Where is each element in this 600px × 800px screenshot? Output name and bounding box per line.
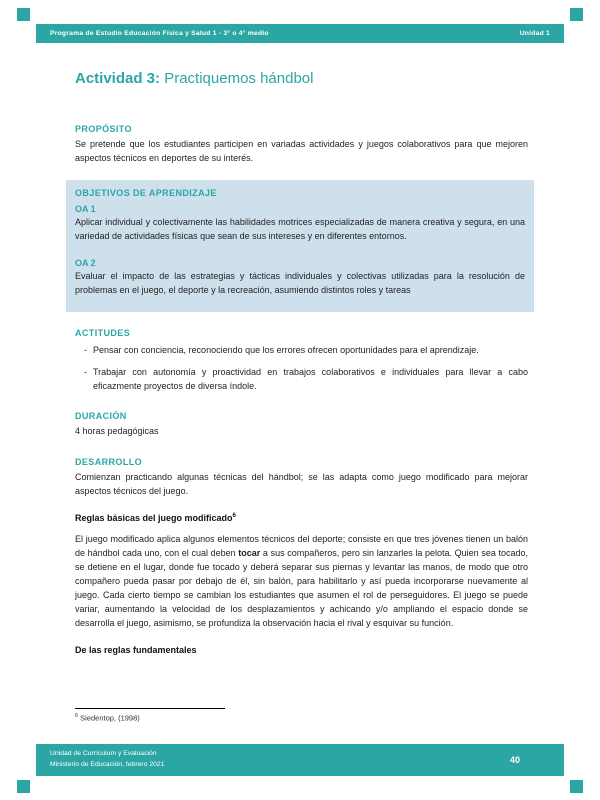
actitudes-item [75,344,528,358]
actitudes-heading: ACTITUDES [75,327,131,338]
oa1-text: Aplicar individual y colectivamente las habilidades motrices especializadas de manera creativa y segura, en una variedad de actividades físicas que sean de sus intereses y en diferentes entornos. [75,216,525,241]
oa-item-2 [75,258,525,298]
header-unit-label: Unidad 1 [519,30,550,37]
rules-subheading-text: Reglas básicas del juego modificado [75,513,233,524]
duracion-heading: DURACIÓN [75,411,127,422]
footer-bar [36,744,564,776]
rules-paragraph-part2: a sus compañeros, pero sin lanzarles la pelota. Quien sea tocado, se detiene en el lugar, donde fue tocado y deberá separar sus piernas y levantar las manos, de modo que otro compañero pueda pasar por debajo de él, sin balón, para habilitarlo y así pueda incorporarse nuevamente al juego. Cada cierto tiempo se cambian los estudiantes que asumen el rol de perseguidores. El juego se puede variar, aumentando la velocidad de los desplazamientos y achicando y/o ampliando el espacio donde se desarrolla el juego, asimismo, se profundiza la observación hacia el rival y esquivar su función. [75,548,528,628]
dash-bullet: - [84,344,87,355]
header-bar [36,24,564,43]
dash-bullet: - [84,366,87,377]
rules-paragraph-part1: El juego modificado aplica algunos elementos técnicos del deporte; consiste en que tres jóvenes tienen un balón de hándbol cada uno, con el cual deben [75,534,528,559]
footnote-text [75,713,528,723]
oa1-label: OA 1 [75,203,96,214]
footer-line2: Ministerio de Educación, febrero 2021 [50,761,165,768]
footnote-divider [75,708,225,709]
page-number: 40 [509,755,520,765]
footer-credits [50,749,164,771]
proposito-body: Se pretende que los estudiantes participen en variadas actividades y juegos colaborativos para que mejoren aspectos técnicos en deportes de su interés. [75,139,528,163]
oa2-label: OA 2 [75,257,96,268]
header-program-title: Programa de Estudio Educación Física y Salud 1 - 3° o 4° medio [50,30,269,37]
fundamental-rules-subheading: De las reglas fundamentales [75,644,197,655]
footnote-marker: 6 [75,713,79,719]
section-actitudes [75,328,528,394]
section-proposito [75,124,528,166]
desarrollo-heading: DESARROLLO [75,457,142,468]
objetivos-aprendizaje-box [66,180,534,312]
activity-title-number: Actividad 3: [75,70,161,87]
bottom-right-corner-square-icon [570,780,583,793]
proposito-heading: PROPÓSITO [75,124,132,134]
activity-title-name: Practiquemos hándbol [160,70,314,87]
actitudes-item [75,366,528,394]
activity-title [75,70,528,88]
footnote-reference: 6 [232,513,236,520]
section-duracion [75,411,528,439]
footer-line1: Unidad de Currículum y Evaluación [50,750,157,758]
footnote-citation: Siedentop, (1998) [78,713,140,723]
top-right-corner-square-icon [570,8,583,21]
rules-paragraph-bold-word: tocar [238,548,261,559]
top-left-corner-square-icon [17,8,30,21]
section-desarrollo [75,457,528,654]
objetivos-heading: OBJETIVOS DE APRENDIZAJE [75,187,217,198]
oa-item-1 [75,204,525,244]
oa2-text: Evaluar el impacto de las estrategias y tácticas individuales y colectivas utilizadas para la resolución de problemas en el juego, el deporte y la recreación, asumiendo distintos roles y tareas [75,270,525,295]
desarrollo-body: Comienzan practicando algunas técnicas del hándbol; se las adapta como juego modificado para mejorar aspectos técnicos del juego. [75,472,528,497]
content-column [75,70,528,665]
rules-paragraph [75,533,528,631]
duracion-body: 4 horas pedagógicas [75,426,159,437]
actitudes-item-text: Pensar con conciencia, reconociendo que los errores ofrecen oportunidades para el aprendizaje. [93,344,479,355]
rules-subheading [75,513,528,523]
actitudes-item-text: Trabajar con autonomía y proactividad en trabajos colaborativos e individuales para llevar a cabo eficazmente proyectos de diversa índole. [93,366,528,391]
bottom-left-corner-square-icon [17,780,30,793]
footnote-block [75,708,528,723]
